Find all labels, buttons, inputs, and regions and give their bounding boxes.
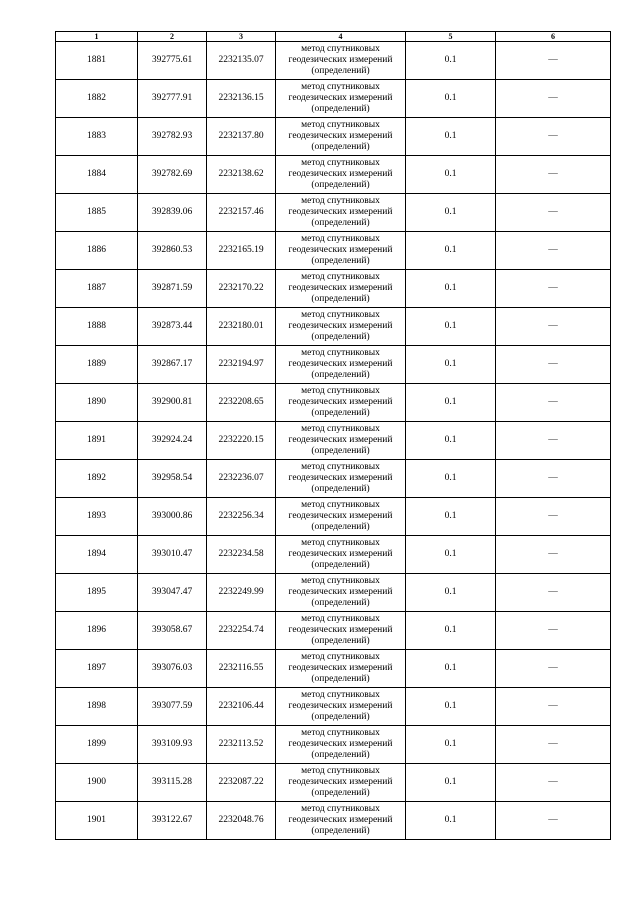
point-number-cell: 1882 (56, 80, 138, 118)
point-number-cell: 1901 (56, 802, 138, 840)
y-coordinate-cell: 2232234.58 (207, 536, 276, 574)
table-row (56, 194, 611, 232)
method-cell: метод спутниковых геодезических измерений (определений) (276, 118, 406, 156)
point-number-cell: 1884 (56, 156, 138, 194)
y-coordinate-cell: 2232249.99 (207, 574, 276, 612)
method-cell: метод спутниковых геодезических измерений (определений) (276, 384, 406, 422)
accuracy-cell: 0.1 (406, 194, 496, 232)
point-number-cell: 1893 (56, 498, 138, 536)
point-number-cell: 1894 (56, 536, 138, 574)
x-coordinate-cell: 393047.47 (138, 574, 207, 612)
table-row (56, 118, 611, 156)
header-cell-1: 1 (56, 32, 138, 42)
point-number-cell: 1899 (56, 726, 138, 764)
description-cell: — (496, 802, 611, 840)
accuracy-cell: 0.1 (406, 802, 496, 840)
x-coordinate-cell: 392860.53 (138, 232, 207, 270)
y-coordinate-cell: 2232048.76 (207, 802, 276, 840)
table-row (56, 270, 611, 308)
header-cell-5: 5 (406, 32, 496, 42)
table-body (56, 42, 611, 840)
method-cell: метод спутниковых геодезических измерений (определений) (276, 612, 406, 650)
x-coordinate-cell: 392839.06 (138, 194, 207, 232)
table-row (56, 536, 611, 574)
accuracy-cell: 0.1 (406, 726, 496, 764)
accuracy-cell: 0.1 (406, 688, 496, 726)
table-row (56, 80, 611, 118)
x-coordinate-cell: 393122.67 (138, 802, 207, 840)
y-coordinate-cell: 2232236.07 (207, 460, 276, 498)
table-row (56, 726, 611, 764)
y-coordinate-cell: 2232116.55 (207, 650, 276, 688)
x-coordinate-cell: 392782.93 (138, 118, 207, 156)
method-cell: метод спутниковых геодезических измерений (определений) (276, 156, 406, 194)
y-coordinate-cell: 2232220.15 (207, 422, 276, 460)
accuracy-cell: 0.1 (406, 764, 496, 802)
method-cell: метод спутниковых геодезических измерений (определений) (276, 688, 406, 726)
y-coordinate-cell: 2232208.65 (207, 384, 276, 422)
y-coordinate-cell: 2232194.97 (207, 346, 276, 384)
method-cell: метод спутниковых геодезических измерений (определений) (276, 536, 406, 574)
accuracy-cell: 0.1 (406, 308, 496, 346)
description-cell: — (496, 688, 611, 726)
accuracy-cell: 0.1 (406, 42, 496, 80)
accuracy-cell: 0.1 (406, 536, 496, 574)
description-cell: — (496, 498, 611, 536)
method-cell: метод спутниковых геодезических измерений (определений) (276, 498, 406, 536)
table-row (56, 156, 611, 194)
point-number-cell: 1891 (56, 422, 138, 460)
x-coordinate-cell: 393077.59 (138, 688, 207, 726)
description-cell: — (496, 536, 611, 574)
point-number-cell: 1897 (56, 650, 138, 688)
accuracy-cell: 0.1 (406, 118, 496, 156)
description-cell: — (496, 650, 611, 688)
accuracy-cell: 0.1 (406, 574, 496, 612)
method-cell: метод спутниковых геодезических измерений (определений) (276, 194, 406, 232)
description-cell: — (496, 156, 611, 194)
header-cell-3: 3 (207, 32, 276, 42)
accuracy-cell: 0.1 (406, 460, 496, 498)
point-number-cell: 1889 (56, 346, 138, 384)
point-number-cell: 1890 (56, 384, 138, 422)
method-cell: метод спутниковых геодезических измерений (определений) (276, 574, 406, 612)
point-number-cell: 1881 (56, 42, 138, 80)
y-coordinate-cell: 2232170.22 (207, 270, 276, 308)
point-number-cell: 1895 (56, 574, 138, 612)
table-row (56, 422, 611, 460)
x-coordinate-cell: 392867.17 (138, 346, 207, 384)
table-row (56, 574, 611, 612)
description-cell: — (496, 308, 611, 346)
description-cell: — (496, 118, 611, 156)
y-coordinate-cell: 2232256.34 (207, 498, 276, 536)
y-coordinate-cell: 2232165.19 (207, 232, 276, 270)
y-coordinate-cell: 2232106.44 (207, 688, 276, 726)
header-cell-4: 4 (276, 32, 406, 42)
description-cell: — (496, 270, 611, 308)
accuracy-cell: 0.1 (406, 270, 496, 308)
accuracy-cell: 0.1 (406, 80, 496, 118)
y-coordinate-cell: 2232136.15 (207, 80, 276, 118)
table-row (56, 650, 611, 688)
method-cell: метод спутниковых геодезических измерений (определений) (276, 308, 406, 346)
description-cell: — (496, 460, 611, 498)
description-cell: — (496, 80, 611, 118)
y-coordinate-cell: 2232157.46 (207, 194, 276, 232)
description-cell: — (496, 232, 611, 270)
method-cell: метод спутниковых геодезических измерений (определений) (276, 726, 406, 764)
method-cell: метод спутниковых геодезических измерений (определений) (276, 650, 406, 688)
table-row (56, 232, 611, 270)
description-cell: — (496, 612, 611, 650)
description-cell: — (496, 346, 611, 384)
y-coordinate-cell: 2232113.52 (207, 726, 276, 764)
point-number-cell: 1883 (56, 118, 138, 156)
y-coordinate-cell: 2232180.01 (207, 308, 276, 346)
x-coordinate-cell: 393058.67 (138, 612, 207, 650)
table-row (56, 612, 611, 650)
accuracy-cell: 0.1 (406, 612, 496, 650)
x-coordinate-cell: 393115.28 (138, 764, 207, 802)
method-cell: метод спутниковых геодезических измерений (определений) (276, 346, 406, 384)
table-row (56, 764, 611, 802)
point-number-cell: 1885 (56, 194, 138, 232)
description-cell: — (496, 574, 611, 612)
table-row (56, 384, 611, 422)
table-row (56, 308, 611, 346)
description-cell: — (496, 384, 611, 422)
x-coordinate-cell: 392900.81 (138, 384, 207, 422)
table-row (56, 42, 611, 80)
coordinates-table (55, 31, 611, 840)
accuracy-cell: 0.1 (406, 422, 496, 460)
method-cell: метод спутниковых геодезических измерений (определений) (276, 460, 406, 498)
x-coordinate-cell: 392873.44 (138, 308, 207, 346)
y-coordinate-cell: 2232254.74 (207, 612, 276, 650)
point-number-cell: 1896 (56, 612, 138, 650)
method-cell: метод спутниковых геодезических измерений (определений) (276, 42, 406, 80)
point-number-cell: 1886 (56, 232, 138, 270)
table-row (56, 688, 611, 726)
description-cell: — (496, 764, 611, 802)
method-cell: метод спутниковых геодезических измерений (определений) (276, 422, 406, 460)
y-coordinate-cell: 2232137.80 (207, 118, 276, 156)
x-coordinate-cell: 393010.47 (138, 536, 207, 574)
accuracy-cell: 0.1 (406, 156, 496, 194)
x-coordinate-cell: 393076.03 (138, 650, 207, 688)
method-cell: метод спутниковых геодезических измерений (определений) (276, 270, 406, 308)
method-cell: метод спутниковых геодезических измерений (определений) (276, 764, 406, 802)
header-cell-2: 2 (138, 32, 207, 42)
y-coordinate-cell: 2232138.62 (207, 156, 276, 194)
description-cell: — (496, 422, 611, 460)
accuracy-cell: 0.1 (406, 346, 496, 384)
description-cell: — (496, 726, 611, 764)
accuracy-cell: 0.1 (406, 650, 496, 688)
accuracy-cell: 0.1 (406, 384, 496, 422)
x-coordinate-cell: 392924.24 (138, 422, 207, 460)
header-cell-6: 6 (496, 32, 611, 42)
method-cell: метод спутниковых геодезических измерений (определений) (276, 80, 406, 118)
x-coordinate-cell: 392871.59 (138, 270, 207, 308)
point-number-cell: 1898 (56, 688, 138, 726)
point-number-cell: 1892 (56, 460, 138, 498)
y-coordinate-cell: 2232135.07 (207, 42, 276, 80)
table-row (56, 460, 611, 498)
x-coordinate-cell: 393000.86 (138, 498, 207, 536)
y-coordinate-cell: 2232087.22 (207, 764, 276, 802)
table-row (56, 346, 611, 384)
point-number-cell: 1888 (56, 308, 138, 346)
point-number-cell: 1900 (56, 764, 138, 802)
method-cell: метод спутниковых геодезических измерений (определений) (276, 802, 406, 840)
accuracy-cell: 0.1 (406, 498, 496, 536)
table-header (56, 32, 611, 42)
header-row (56, 32, 611, 42)
method-cell: метод спутниковых геодезических измерений (определений) (276, 232, 406, 270)
x-coordinate-cell: 393109.93 (138, 726, 207, 764)
point-number-cell: 1887 (56, 270, 138, 308)
x-coordinate-cell: 392777.91 (138, 80, 207, 118)
description-cell: — (496, 194, 611, 232)
description-cell: — (496, 42, 611, 80)
x-coordinate-cell: 392775.61 (138, 42, 207, 80)
table-row (56, 498, 611, 536)
x-coordinate-cell: 392782.69 (138, 156, 207, 194)
table-row (56, 802, 611, 840)
accuracy-cell: 0.1 (406, 232, 496, 270)
x-coordinate-cell: 392958.54 (138, 460, 207, 498)
